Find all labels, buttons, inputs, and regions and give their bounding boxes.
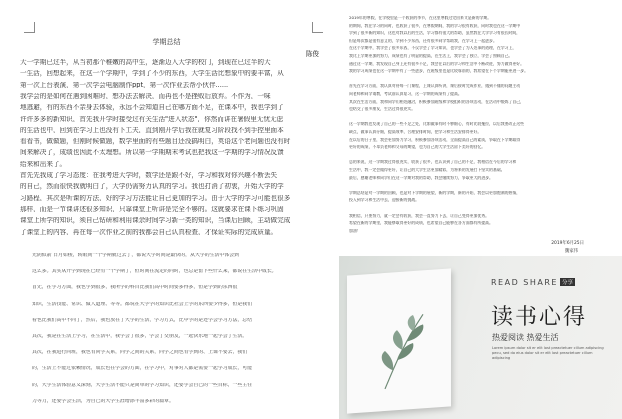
text-line: 看看书，做做题，但刚时候做题，数学里面的有些题目还没搞明白，英语这个老问题也没有时	[20, 138, 291, 145]
text-line: 投入到学习和生活中去，迎接新的挑战。	[349, 198, 420, 203]
text-line: 在以后的日子里，我会更加努力学习，积极参加各项活动，全面提高自己的素质，争取在下学期取得	[349, 137, 521, 142]
text-line: 缺点，做事认真仔细，提高效率，合理安排时间，把学习和生活安排得更好。	[349, 130, 482, 134]
text-line: 首先先我成了学习态度：在我考进大学时，数学还是跟不好，学习和我对你兴趣不断丢失	[20, 172, 278, 179]
poster-description: Lorem ipsum dolor sit er elit lost preactetuer cillum adipiscing pecu, sed do eius dolor sit er elit lost preactetuer cillum adipiscing	[492, 346, 604, 360]
text-line: 的，大学生活体验意义深刻，大学生活不能只是简单的学习知识，还要学会自己的一些目标，一些主任	[32, 382, 253, 388]
text-line: 首先，在学习方面，我也学到很多，我所学的科目比我们高中时间要多得多，但是学到的东西很	[32, 285, 238, 291]
brand-label	[491, 278, 575, 287]
text-line: 力等力，还要学会生活，为自己的大学生涯增添丰富多彩的篇章。	[32, 398, 174, 404]
margin-corner-top-left	[24, 22, 35, 33]
text-line: 的生活也中，回到在学习上也没有下工夫，直到刚开学后我在就复习阶段找不到手控里面本	[20, 126, 284, 134]
leaf-sprig-icon	[375, 307, 435, 391]
text-line: 向老师和同学请教，考试前认真复习，这一学期的成绩有了提高。	[349, 92, 462, 96]
poster-subtitle: 热爱阅读 热爱生活	[492, 333, 559, 342]
text-line: 光阴似箭 日月如梭，转眼间一个学期就过去了，都说大学时间是最快的，从大学的生活中体会到	[32, 253, 239, 258]
text-line: 的，生活上不能过依赖情况，成长也在学会的方面，在学习中，对事对人都是需要一起学习成长，可能	[32, 366, 253, 372]
text-line: 最后，感谢老师和同学们在这一学期对我的帮助，我会继续努力，争取更大的进步。	[349, 175, 493, 180]
text-line: 的自己，然而很快我就明白了，大学仍需努力认真的学习。我也打消了初衷，开始大学的学	[20, 183, 284, 190]
text-line: 知识，生活技能、常识、做人道理、等等。都说在大学学的知识比社会上学的东西要少得多，但是我们	[32, 301, 253, 307]
text-line: 生活中，我一定会做得更好，让自己的大学生活更加精彩，为将来的发展打下坚实的基础。	[349, 168, 505, 172]
text-line: 总的来说，这一学期我过得很充实，收获了很多，也认识到了自己的不足，我相信在今后的学习和	[349, 160, 517, 165]
text-line: 那样，而是一节课讲述很多知识，只靠课堂上听讲是完全不够的。这就要求在课下练习巩固	[20, 205, 284, 213]
text-line: 更好的成绩，不辜负老师和父母的期望，也为自己的大学生活留下美好的回忆。	[349, 145, 486, 150]
text-line: 习路程，其次是听课的方法，好的学习方法能让自己更加的学习。由于大学的学习可能也很多	[20, 194, 291, 202]
text-line: 希望在新的学期里，我能够取得更好的成绩，也希望自己能够在各方面都有所提高。	[349, 221, 493, 226]
text-line: 也结交了很多朋友，生活过得很充实。	[349, 107, 416, 112]
text-line: 加油！	[349, 228, 361, 233]
text-line: 其次，我是在生活上学习，在生活中，我学会了很多，学会了交朋友，一起快乐地一起学会了生活。	[32, 334, 248, 339]
document-title: 学期总结	[152, 38, 181, 46]
text-line: 但是每次都是很有意义的，学到不少东西，还有很多同学帮助我，在学习上一起进步。	[349, 38, 497, 43]
text-line: 这一学期我也发现了自己的一些不足之处，比如做事有时不够细心，有时比较拖拉，以后我要改正这些	[349, 122, 525, 127]
text-line: 其次在生活方面，我和同学们相处融洽，积极参加班级和学校组织的各项活动，在活动中锻炼了自己，	[349, 99, 525, 104]
text-line: 在这个学期中，我学会了很多东西，不仅学会了学习知识，也学会了为人处事的道理，在学习上，	[349, 46, 517, 51]
document-signer: 魏家伟	[564, 249, 578, 254]
text-line: 学到了很多新的知识，这也对我以后的生活，学习都有很大的帮助，虽然我在大学学习有很长时间，	[349, 31, 521, 36]
text-line: 我相信，只要努力，就一定会有收获，我会一直努力下去，让自己变得更加优秀。	[349, 213, 490, 218]
brand-text: READ SHARE	[491, 278, 558, 287]
text-line: 许许多多的新知识，首先我开学时接受过有关生活"进入状态"，你然而讲在暑假里无忧无虑	[20, 115, 284, 123]
text-line: 2019年的寒假，在学校里是一个收获的季节，在这里寒假过完回来又是新的学期。	[349, 16, 492, 20]
text-line: 学期总结是对一学期的回顾，也是对下学期的展望，新的学期，新的开始，我会以更加饱满的热情，	[349, 190, 521, 195]
text-line: 大一学期已过半，从当初那个稚嫩的高中生，逐渐迈入大学的校门，到现在已过半的大	[20, 59, 271, 66]
text-line: 一生活，回想起来，在这一个学期中，学到了不少的东西，大学生活比想象中的要丰富，从	[20, 70, 284, 77]
text-line: 地逃避，有的东西不亲身去体验，永远不会知道自己在哪方面不足，在课本中，我也学到了	[20, 104, 284, 111]
text-line: 其次，在我进行同班，我也有同学关系，同学之间的关系，同学之间也有学到的、上课不要去，我们	[32, 350, 248, 356]
document-page-essay	[0, 243, 333, 419]
document-page-report	[339, 0, 622, 256]
text-line: 的期间，我在学习的同时，也收获了很多，在寒假期间，我的学习很有收获，同时我也在这一学期中	[349, 23, 521, 28]
text-line: 我学会的是如何在遇到困难时，想办法去解决，而再也不是挫败后放弃。不作为，一味	[20, 92, 271, 100]
text-line: 首先在学习方面，我认真对待每一门课程，上课认真听讲，课后按时完成作业，遇到不懂的问题主动	[349, 84, 521, 89]
book-illustration	[347, 268, 451, 413]
text-line: 通过这一学期，我发现自己身上还有很多不足，我会在以后的学习和生活中不断改进，努力做得更好。	[349, 61, 525, 66]
poster-title: 读书心得	[491, 305, 588, 330]
reading-notes-poster	[339, 256, 622, 419]
document-date: 2019年6月25日	[551, 241, 584, 246]
text-line: 第一次上台表演，第一次学会电脑制作ppt，第一次作业去帮小伙伴......	[20, 81, 229, 89]
text-line: 我的学习成绩也在这一学期中有了一些进步，在班级里也是比较靠前的，我希望在下个学期能更进一步。	[349, 69, 528, 74]
text-line: 了课堂上的内容，再在每一次作业之前的我都会自己认真检查，才保证实际的完成质量。	[20, 228, 278, 235]
margin-corner-top-right	[312, 22, 323, 33]
brand-badge: 分享	[561, 280, 573, 286]
document-signer: 陈俊	[305, 50, 319, 58]
text-line: 这么多。其实从开学到现在已经有一个学期了，但时间在流走的同时，也总是留下些什么来，都说在生活中成长。	[32, 269, 277, 275]
text-line: 课堂上所学的知识，须自己钻研和利用课余时间学习新一类的知识，当课后回顾，主动做完成	[20, 217, 291, 224]
text-line: 给来和出来了。	[20, 160, 67, 168]
text-line: 我比上学期更加的努力，成绩也有了明显的提高，在生活上，我学会了独立，学会了照顾自己。	[349, 54, 513, 58]
text-line: 看也比我们高中不同了，然后，我也放在了大学的生活，学习方式，比中学的是还学会学习方法，总结	[32, 317, 253, 323]
document-page-summary	[0, 0, 333, 235]
text-line: 间来解决了，成绩也因此不太理想。所以第一学期期末考试也把我这一学期的学习情况反馈	[20, 149, 284, 156]
